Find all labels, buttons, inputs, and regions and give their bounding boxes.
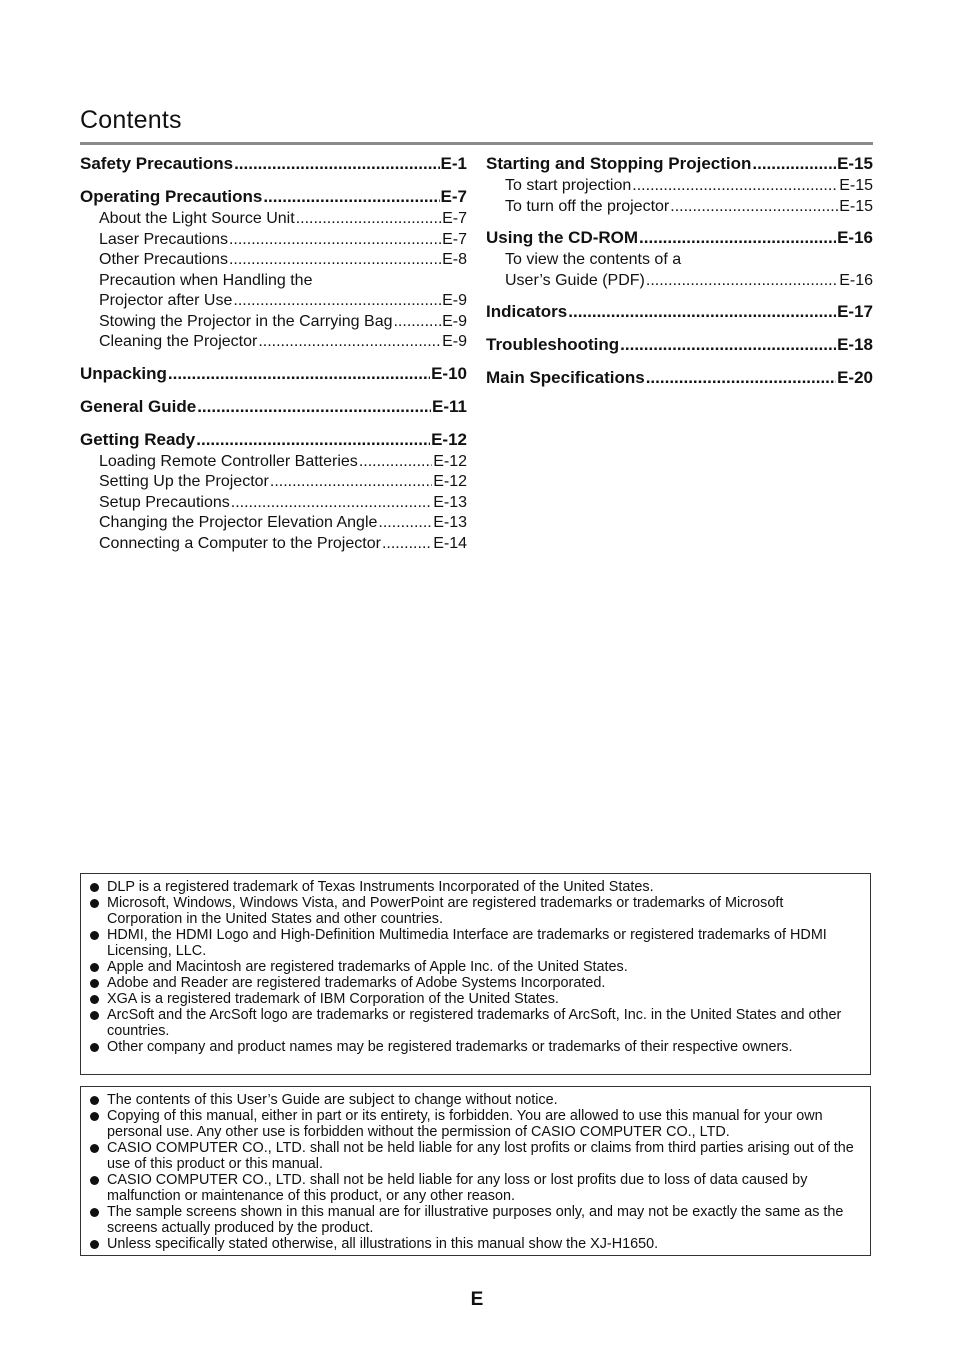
toc-entry-page: E-16: [837, 228, 873, 247]
toc-subentry[interactable]: [80, 332, 467, 353]
toc-leader: [270, 472, 432, 493]
toc-subentry-line[interactable]: To view the contents of a: [505, 251, 682, 268]
toc-subentry[interactable]: [486, 197, 873, 218]
toc-entry-page: E-12: [431, 429, 467, 449]
bullet-icon: [90, 931, 99, 940]
bullet-icon: [90, 963, 99, 972]
toc-section: [486, 333, 873, 357]
toc-subentry-title: Laser Precautions: [99, 230, 228, 248]
toc-leader: [296, 209, 441, 230]
toc-leader: [393, 312, 441, 333]
toc-section: [486, 152, 873, 217]
toc-subentry-page: E-13: [433, 493, 467, 511]
toc-leader: [168, 362, 430, 386]
trademarks-box: [80, 873, 871, 1075]
toc-leader: [670, 197, 838, 218]
notice-item-text: The sample screens shown in this manual are for illustrative purposes only, and may not be exactly the same as the screens actually produced by the product.: [107, 1204, 844, 1236]
toc-subentry-page: E-9: [442, 312, 467, 330]
trademark-item: [88, 895, 860, 927]
toc-entry[interactable]: [486, 152, 873, 176]
toc-subentry-page: E-14: [433, 534, 467, 552]
toc-subentry[interactable]: [80, 493, 467, 514]
toc-subentry-page: E-13: [433, 514, 467, 531]
title-divider: [80, 142, 873, 145]
toc-subentry-page: E-12: [433, 473, 467, 490]
notice-item-text: Unless specifically stated otherwise, all illustrations in this manual show the XJ-H1650.: [107, 1236, 659, 1252]
toc-entry[interactable]: [486, 333, 873, 357]
bullet-icon: [90, 1208, 99, 1217]
bullet-icon: [90, 1112, 99, 1121]
toc-subentry-title: Other Precautions: [99, 251, 228, 268]
toc-section: [486, 226, 873, 291]
notices-box: [80, 1086, 871, 1256]
toc-entry-title: Unpacking: [80, 363, 167, 383]
toc-entry-page: E-7: [440, 187, 467, 206]
toc-entry[interactable]: [80, 395, 467, 419]
toc-subentry[interactable]: [80, 513, 467, 534]
toc-entry[interactable]: [80, 185, 467, 209]
toc-entry-page: E-18: [837, 335, 873, 354]
toc-subentry-page: E-7: [442, 230, 467, 248]
toc-subentry-title: Loading Remote Controller Batteries: [99, 452, 358, 470]
trademark-item: [88, 1007, 860, 1039]
bullet-icon: [90, 979, 99, 988]
toc-entry-title: Starting and Stopping Projection: [486, 154, 752, 173]
toc-subentry-title: To turn off the projector: [505, 197, 670, 215]
trademark-item: [88, 991, 860, 1007]
bullet-icon: [90, 1011, 99, 1020]
toc-leader: [382, 534, 432, 555]
toc-entry-title: Troubleshooting: [486, 335, 620, 354]
toc-subentry-title: Setting Up the Projector: [99, 473, 269, 490]
toc-leader: [234, 152, 439, 176]
toc-subentry[interactable]: [80, 209, 467, 230]
toc-leader: [620, 333, 836, 357]
toc-entry-title: Operating Precautions: [80, 187, 263, 206]
toc-subentry-page: E-7: [442, 210, 467, 227]
toc-subentry[interactable]: [486, 271, 873, 292]
toc-entry[interactable]: [80, 428, 467, 452]
notice-item: [88, 1204, 860, 1236]
toc-subentry-title: Projector after Use: [99, 292, 233, 309]
toc-entry-page: E-1: [440, 154, 467, 173]
toc-entry-page: E-17: [837, 302, 873, 321]
toc-entry-title: Indicators: [486, 302, 568, 321]
toc-section: [80, 395, 467, 419]
toc-leader: [752, 152, 836, 176]
toc-leader: [233, 291, 441, 312]
trademarks-list: [88, 879, 860, 1055]
toc-leader: [258, 332, 441, 353]
trademark-item-text: Other company and product names may be registered trademarks or trademarks of their respective owners.: [107, 1039, 793, 1055]
toc-entry-title: Safety Precautions: [80, 154, 234, 173]
bullet-icon: [90, 1043, 99, 1052]
notice-item: [88, 1108, 860, 1140]
toc-subentry-title: Stowing the Projector in the Carrying Bag: [99, 312, 393, 330]
bullet-icon: [90, 883, 99, 892]
toc-subentry-title: About the Light Source Unit: [99, 210, 295, 227]
trademark-item-text: Microsoft, Windows, Windows Vista, and PowerPoint are registered trademarks or trademarks of Microsoft Corporation in the United States and other countries.: [107, 895, 784, 927]
toc-entry-title: Using the CD-ROM: [486, 228, 639, 247]
toc-leader: [197, 395, 431, 419]
toc-subentry[interactable]: [80, 312, 467, 333]
toc-entry-page: E-15: [837, 154, 873, 173]
toc-subentry-page: E-8: [442, 251, 467, 268]
trademark-item: [88, 1039, 860, 1055]
trademark-item-text: XGA is a registered trademark of IBM Corporation of the United States.: [107, 991, 559, 1007]
notices-list: [88, 1092, 860, 1252]
notice-item-text: The contents of this User’s Guide are subject to change without notice.: [107, 1092, 558, 1108]
toc-leader: [229, 250, 441, 271]
toc-right-column: [486, 152, 873, 399]
bullet-icon: [90, 1144, 99, 1153]
toc-section: [486, 366, 873, 390]
toc-subentry-page: E-9: [442, 333, 467, 350]
trademark-item: [88, 879, 860, 895]
page-title: Contents: [80, 106, 182, 134]
toc-subentry-page: E-9: [442, 292, 467, 309]
toc-subentry-line[interactable]: Precaution when Handling the: [99, 271, 313, 289]
toc-subentry[interactable]: [80, 472, 467, 493]
bullet-icon: [90, 1176, 99, 1185]
toc-leader: [378, 513, 432, 534]
notice-item: [88, 1092, 860, 1108]
notice-item: [88, 1236, 860, 1252]
toc-entry-title: Main Specifications: [486, 368, 645, 387]
bullet-icon: [90, 995, 99, 1004]
toc-entry[interactable]: [80, 362, 467, 386]
toc-subentry-title: User’s Guide (PDF): [505, 271, 645, 289]
trademark-item: [88, 927, 860, 959]
toc-leader: [639, 226, 836, 250]
toc-subentry-title: Cleaning the Projector: [99, 333, 258, 350]
toc-entry-page: E-11: [432, 396, 467, 416]
notice-item-text: CASIO COMPUTER CO., LTD. shall not be held liable for any lost profits or claims from third parties arising out of the use of this product or this manual.: [107, 1140, 854, 1172]
toc-entry-page: E-20: [837, 368, 873, 387]
toc-subentry-page: E-15: [839, 197, 873, 215]
toc-entry[interactable]: [486, 300, 873, 324]
toc-subentry[interactable]: [80, 230, 467, 251]
toc-entry-title: General Guide: [80, 396, 197, 416]
toc-leader: [231, 493, 432, 514]
bullet-icon: [90, 899, 99, 908]
toc-leader: [196, 428, 430, 452]
toc-leader: [646, 271, 838, 292]
bullet-icon: [90, 1240, 99, 1249]
toc-entry-title: Getting Ready: [80, 429, 196, 449]
toc-section: [486, 300, 873, 324]
notice-item: [88, 1172, 860, 1204]
toc-entry[interactable]: [486, 226, 873, 250]
toc-entry[interactable]: [80, 152, 467, 176]
toc-leader: [359, 452, 432, 473]
trademark-item: [88, 959, 860, 975]
page-language-letter: E: [470, 1289, 484, 1310]
trademark-item-text: HDMI, the HDMI Logo and High-Definition Multimedia Interface are trademarks or registered trademarks of HDMI Licensing, LLC.: [107, 927, 827, 959]
toc-subentry-page: E-16: [839, 271, 873, 289]
toc-leader: [646, 366, 836, 390]
toc-entry-page: E-10: [431, 363, 467, 383]
toc-subentry[interactable]: [80, 534, 467, 555]
toc-subentry-page: E-15: [839, 177, 873, 194]
toc-leader: [263, 185, 439, 209]
trademark-item: [88, 975, 860, 991]
notice-item-text: CASIO COMPUTER CO., LTD. shall not be held liable for any loss or lost profits due to loss of data caused by malfunction or maintenance of this product, or any other reason.: [107, 1172, 808, 1204]
toc-leader: [229, 230, 441, 251]
trademark-item-text: ArcSoft and the ArcSoft logo are trademarks or registered trademarks of ArcSoft, Inc. in the United States and other countries.: [107, 1007, 842, 1039]
toc-left-column: [80, 152, 467, 563]
notice-item: [88, 1140, 860, 1172]
trademark-item-text: Apple and Macintosh are registered trademarks of Apple Inc. of the United States.: [107, 959, 628, 975]
toc-subentry-page: E-12: [433, 452, 467, 470]
toc-subentry[interactable]: [486, 176, 873, 197]
toc-subentry-title: Changing the Projector Elevation Angle: [99, 514, 378, 531]
trademark-item-text: DLP is a registered trademark of Texas Instruments Incorporated of the United States.: [107, 879, 654, 895]
toc-subentry[interactable]: [80, 291, 467, 312]
toc-section: [80, 185, 467, 353]
toc-section: [80, 152, 467, 176]
toc-subentry-title: Connecting a Computer to the Projector: [99, 534, 381, 552]
toc-subentry-title: To start projection: [505, 177, 632, 194]
bullet-icon: [90, 1096, 99, 1105]
toc-entry[interactable]: [486, 366, 873, 390]
notice-item-text: Copying of this manual, either in part or its entirety, is forbidden. You are allowed to use this manual for your own personal use. Any other use is forbidden without the permission of CASIO COMPUTER CO., LTD.: [107, 1108, 823, 1140]
trademark-item-text: Adobe and Reader are registered trademarks of Adobe Systems Incorporated.: [107, 975, 606, 991]
toc-section: [80, 362, 467, 386]
toc-section: [80, 428, 467, 555]
toc-leader: [568, 300, 836, 324]
toc-subentry[interactable]: [80, 250, 467, 271]
toc-leader: [632, 176, 838, 197]
toc-subentry-title: Setup Precautions: [99, 493, 230, 511]
toc-subentry[interactable]: [80, 452, 467, 473]
